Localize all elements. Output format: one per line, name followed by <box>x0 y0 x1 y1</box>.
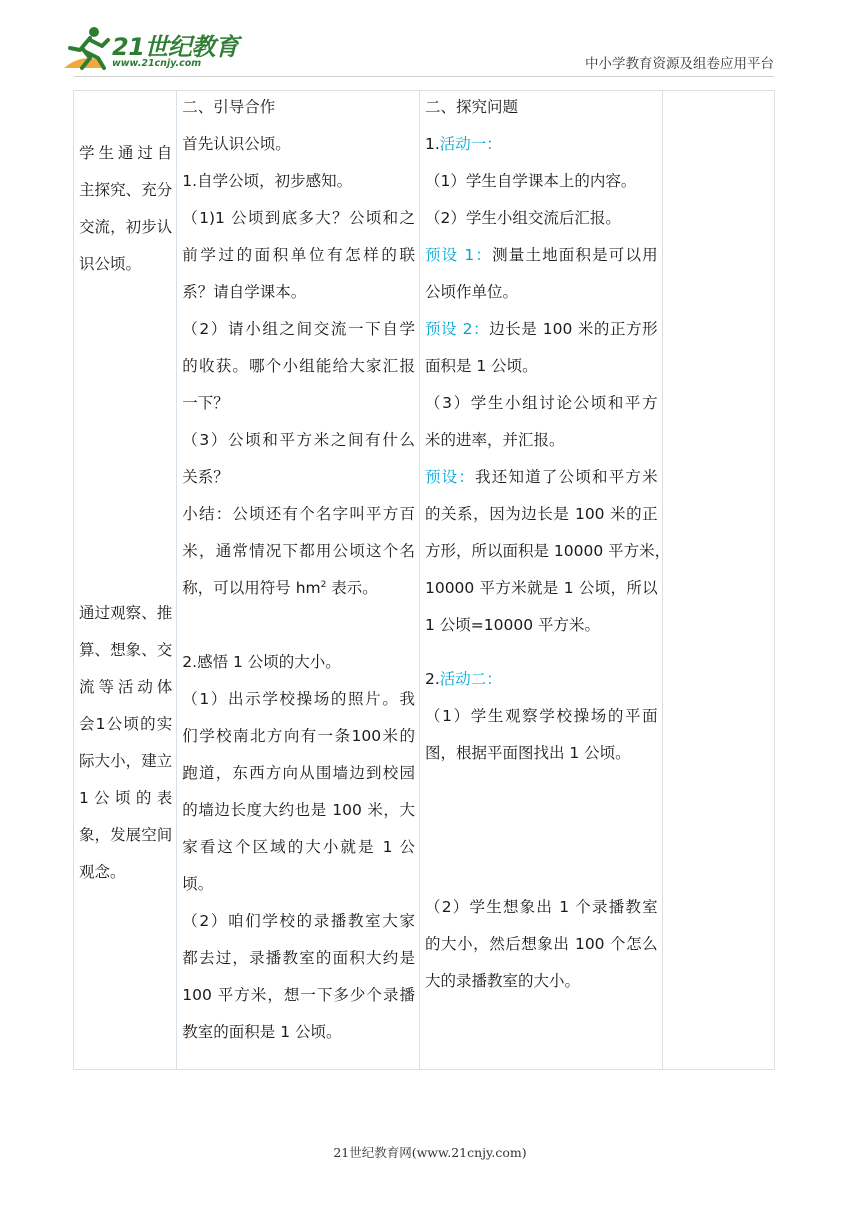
section-heading: 二、探究问题 <box>424 98 518 116</box>
goal-line: 象，发展空间 <box>79 826 173 844</box>
student-line: （2）学生小组交流后汇报。 <box>424 209 621 227</box>
goal-line: 主探究、充分 <box>79 181 173 199</box>
goal-line: 算、想象、交 <box>79 641 173 659</box>
teacher-line <box>182 570 415 607</box>
platform-title: 中小学教育资源及组卷应用平台 <box>585 56 774 72</box>
runner-logo-icon <box>60 24 120 76</box>
page-footer: 21世纪教育网(www.21cnjy.com) <box>333 1145 527 1160</box>
student-activity-cell <box>419 91 671 1070</box>
teacher-line: 系？请自学课本。 <box>182 283 307 301</box>
teacher-line: 的收获。哪个小组能给大家汇报 <box>182 357 415 375</box>
goal-line: 交流，初步认 <box>79 218 173 236</box>
student-line: 图，根据平面图找出 1 公顷。 <box>424 744 631 762</box>
teacher-line: 家看这个区域的大小就是 1 公 <box>182 838 415 856</box>
student-line: 大的录播教室的大小。 <box>424 972 580 990</box>
teacher-activity-cell <box>177 91 420 1070</box>
logo-text: 21世纪教育 <box>112 33 239 61</box>
student-line: 面积是 1 公顷。 <box>424 357 538 375</box>
activity-number: 2. <box>424 670 440 688</box>
student-line <box>425 237 658 274</box>
student-line: 的关系，因为边长是 100 米的正 <box>424 505 658 523</box>
goal-line: 流等活动体 <box>79 678 173 696</box>
goal-line: 通过观察、推 <box>79 604 173 622</box>
student-line: （1）学生自学课本上的内容。 <box>424 172 637 190</box>
preset-label: 预设： <box>424 468 476 486</box>
student-line <box>425 459 658 496</box>
teacher-line: 小结：公顷还有个名字叫平方百 <box>182 505 415 523</box>
teacher-line: 1.自学公顷，初步感知。 <box>182 172 353 190</box>
student-line: 方形，所以面积是 10000 平方米， <box>424 542 671 560</box>
preset-text: 我还知道了公顷和平方米 <box>475 468 658 486</box>
activity-title <box>425 661 658 698</box>
table-row <box>74 91 775 1070</box>
student-line: 的大小，然后想象出 100 个怎么 <box>424 935 658 953</box>
superscript: 2 <box>320 580 327 590</box>
preset-label: 预设 1： <box>424 246 493 264</box>
notes-cell <box>662 91 774 1070</box>
student-line: 1 公顷=10000 平方米。 <box>424 616 600 634</box>
teacher-line: 都去过，录播教室的面积大约是 <box>182 949 415 967</box>
activity-label: 活动一： <box>439 135 502 153</box>
logo <box>60 24 239 76</box>
header-divider <box>74 76 774 77</box>
teacher-line: （1)1 公顷到底多大？公顷和之 <box>182 209 415 227</box>
teacher-line: （3）公顷和平方米之间有什么 <box>182 431 415 449</box>
preset-text: 测量土地面积是可以用 <box>492 246 658 264</box>
goal-line: 际大小，建立 <box>79 752 173 770</box>
student-line: 10000 平方米就是 1 公顷，所以 <box>424 579 658 597</box>
teacher-line: 米，通常情况下都用公顷这个名 <box>182 542 415 560</box>
teacher-line: （2）请小组之间交流一下自学 <box>182 320 415 338</box>
symbol-tail: 表示。 <box>326 579 378 597</box>
logo-url: www.21cnjy.com <box>112 58 202 69</box>
lesson-table <box>73 90 775 1070</box>
preset-label: 预设 2： <box>424 320 490 338</box>
student-line: （1）学生观察学校操场的平面 <box>424 707 658 725</box>
goal-line: 识公顷。 <box>79 255 142 273</box>
activity-label: 活动二： <box>439 670 502 688</box>
goal-line: 学生通过自 <box>79 144 173 162</box>
goals-cell <box>74 91 177 1070</box>
activity-number: 1. <box>424 135 440 153</box>
student-line <box>425 311 658 348</box>
student-line: 公顷作单位。 <box>424 283 518 301</box>
activity-title <box>425 126 658 163</box>
student-line: 米的进率，并汇报。 <box>424 431 565 449</box>
goal-line: 1 公 顷 的 表 <box>79 789 173 807</box>
teacher-line: 教室的面积是 1 公顷。 <box>182 1023 342 1041</box>
goal-line: 会1公顷的实 <box>79 715 173 733</box>
teacher-line: （2）咱们学校的录播教室大家 <box>182 912 415 930</box>
teacher-line: 2.感悟 1 公顷的大小。 <box>182 653 341 671</box>
teacher-line: 顷。 <box>182 875 214 893</box>
teacher-line: 首先认识公顷。 <box>182 135 291 153</box>
section-heading: 二、引导合作 <box>182 98 276 116</box>
teacher-line: 100 平方米，想一下多少个录播 <box>182 986 415 1004</box>
page-header <box>0 0 860 90</box>
teacher-line: 前学过的面积单位有怎样的联 <box>182 246 415 264</box>
teacher-line: 一下？ <box>182 394 229 412</box>
preset-text: 边长是 100 米的正方形 <box>489 320 658 338</box>
teacher-line: 关系？ <box>182 468 229 486</box>
student-line: （2）学生想象出 1 个录播教室 <box>424 898 658 916</box>
teacher-line: 跑道，东西方向从围墙边到校园 <box>182 764 415 782</box>
teacher-line: 的墙边长度大约也是 100 米，大 <box>182 801 415 819</box>
student-line: （3）学生小组讨论公顷和平方 <box>424 394 658 412</box>
teacher-line: （1）出示学校操场的照片。我 <box>182 690 415 708</box>
symbol-text: 称，可以用符号 hm <box>182 579 321 597</box>
goal-line: 观念。 <box>79 863 126 881</box>
teacher-line: 们学校南北方向有一条100米的 <box>182 727 415 745</box>
